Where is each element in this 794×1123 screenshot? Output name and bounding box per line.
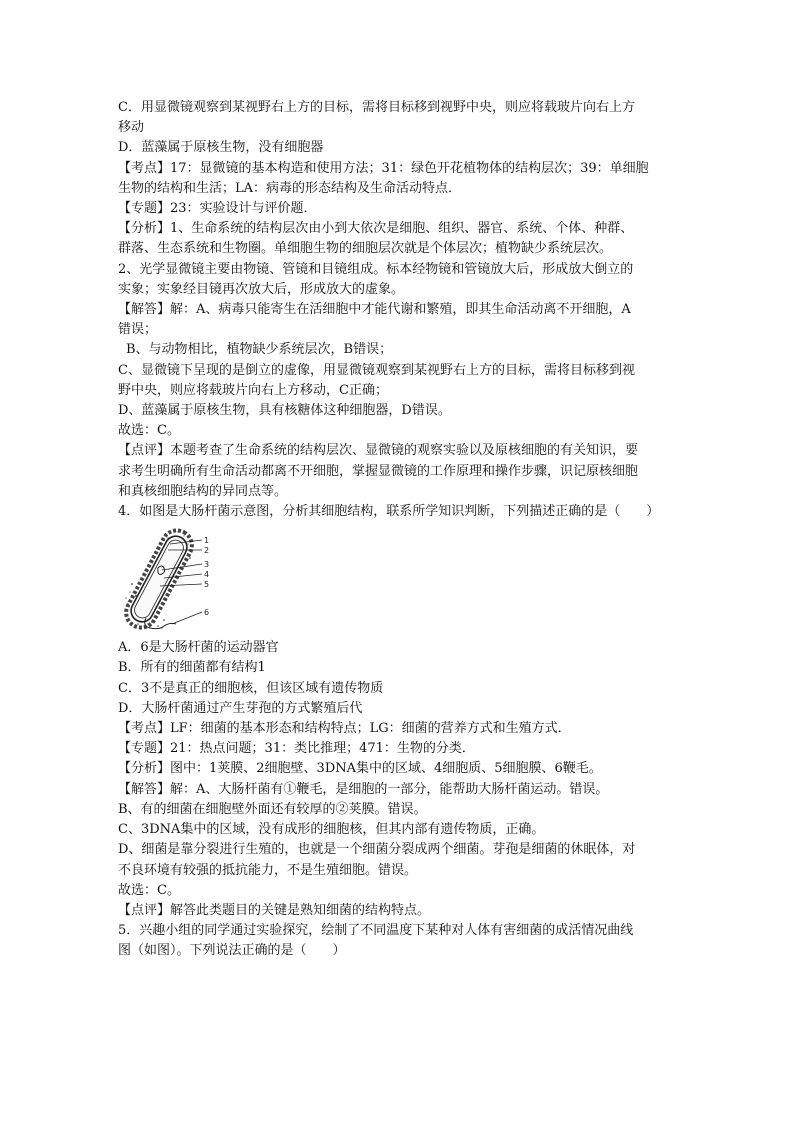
question-4-stem: 4．如图是大肠杆菌示意图，分析其细胞结构，联系所学知识判断，下列描述正确的是（ ）: [118, 504, 660, 520]
figure-label: 1: [204, 536, 210, 546]
option-a: A．6是大肠杆菌的运动器官: [118, 640, 279, 656]
text-line: B、与动物相比，植物缺少系统层次，B错误；: [126, 342, 393, 358]
text-line: 生物的结构和生活；LA：病毒的形态结构及生命活动特点．: [118, 180, 462, 196]
text-line: 群落、生态系统和生物圈。单细胞生物的细胞层次就是个体层次；植物缺少系统层次。: [118, 241, 613, 257]
text-line: 移动: [118, 120, 145, 136]
text-line: 【点评】本题考查了生命系统的结构层次、显微镜的观察实验以及原核细胞的有关知识，要: [118, 443, 639, 459]
text-line: 【分析】1、生命系统的结构层次由小到大依次是细胞、组织、器官、系统、个体、种群、: [118, 221, 634, 237]
option-c: C．3不是真正的细胞核，但该区域有遗传物质: [118, 680, 384, 696]
text-line: C、显微镜下呈现的是倒立的虚像，用显微镜观察到某视野右上方的目标，需将目标移到视: [118, 362, 635, 378]
text-line: 实象；实象经目镜再次放大后，形成放大的虚象。: [118, 281, 405, 297]
text-line: B、有的细菌在细胞壁外面还有较厚的②荚膜。错误。: [118, 801, 427, 817]
text-line: 不良环境有较强的抵抗能力，不是生殖细胞。错误。: [118, 862, 418, 878]
question-5-stem: 图（如图）。下列说法正确的是（ ）: [118, 943, 346, 959]
text-line: D．蓝藻属于原核生物，没有细胞器: [118, 140, 324, 156]
figure-label: 4: [204, 570, 210, 580]
ecoli-diagram: [118, 524, 218, 634]
figure-label: 3: [204, 560, 210, 570]
text-block-top: [118, 98, 688, 522]
text-line: 【解答】解：A、大肠杆菌有①鞭毛，是细胞的一部分，能帮助大肠杆菌运动。错误。: [118, 781, 609, 797]
text-line: 故选：C。: [118, 882, 180, 898]
text-line: 【专题】21：热点问题；31：类比推理；471：生物的分类．: [118, 741, 475, 757]
figure-label: 5: [204, 580, 210, 590]
text-line: 【点评】解答此类题目的关键是熟知细菌的结构特点。: [118, 902, 431, 918]
text-line: D、细菌是靠分裂进行生殖的，也就是一个细菌分裂成两个细菌。芽孢是细菌的休眠体，对: [118, 842, 636, 858]
figure-label: 2: [204, 546, 210, 556]
text-line: 错误；: [118, 322, 158, 338]
text-line: 求考生明确所有生命活动都离不开细胞，掌握显微镜的工作原理和操作步骤，识记原核细胞: [118, 463, 639, 479]
text-line: 故选：C。: [118, 423, 180, 439]
ecoli-diagram-svg: [118, 524, 218, 634]
question-5-stem: 5．兴趣小组的同学通过实验探究，绘制了不同温度下某种对人体有害细菌的成活情况曲线: [118, 923, 634, 939]
text-line: 野中央，则应将载玻片向右上方移动，C正确；: [118, 382, 388, 398]
option-b: B．所有的细菌都有结构1: [118, 660, 266, 676]
text-line: 【考点】17：显微镜的基本构造和使用方法；31：绿色开花植物体的结构层次；39：单细胞: [118, 160, 649, 176]
option-d: D．大肠杆菌通过产生芽孢的方式繁殖后代: [118, 700, 363, 716]
text-line: 【考点】LF：细菌的基本形态和结构特点；LG：细菌的营养方式和生殖方式．: [118, 721, 571, 737]
text-line: 和真核细胞结构的异同点等。: [118, 483, 288, 499]
text-line: 【专题】23：实验设计与评价题．: [118, 201, 317, 217]
text-line: 【解答】解：A、病毒只能寄生在活细胞中才能代谢和繁殖，即其生命活动离不开细胞，A: [118, 302, 631, 318]
text-line: C、3DNA集中的区域，没有成形的细胞核，但其内部有遗传物质，正确。: [118, 822, 545, 838]
text-line: 【分析】图中：1荚膜、2细胞壁、3DNA集中的区域、4细胞质、5细胞膜、6鞭毛。: [118, 761, 602, 777]
text-block-bottom: [118, 638, 688, 961]
text-line: 2、光学显微镜主要由物镜、管镜和目镜组成。标本经物镜和管镜放大后，形成放大倒立的: [118, 261, 634, 277]
text-line: C．用显微镜观察到某视野右上方的目标，需将目标移到视野中央，则应将载玻片向右上方: [118, 100, 635, 115]
text-line: D、蓝藻属于原核生物，具有核糖体这种细胞器，D错误。: [118, 403, 451, 419]
document-content: [118, 98, 688, 962]
figure-label: 6: [204, 608, 210, 618]
